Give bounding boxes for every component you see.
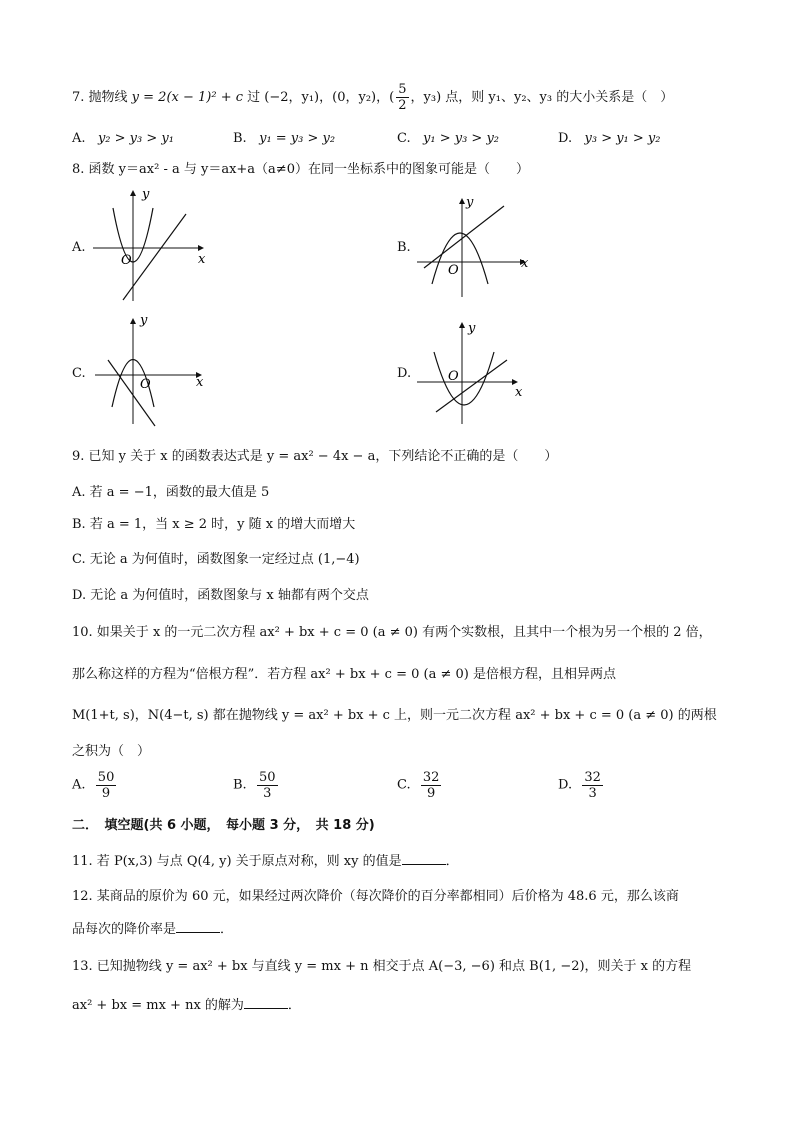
q8-c-y-label: y	[140, 313, 148, 328]
q8-b-origin: O	[448, 263, 459, 278]
q8-graph-d	[412, 318, 542, 428]
q8-label-c: C.	[72, 366, 86, 381]
q11-stem: 11. 若 P(x,3) 与点 Q(4, y) 关于原点对称，则 xy 的值是 ．	[72, 854, 459, 869]
q8-a-origin: O	[121, 253, 132, 268]
q8-d-y-label: y	[468, 321, 476, 336]
q8-d-origin: O	[448, 369, 459, 384]
q12-answer-blank[interactable]	[176, 920, 220, 933]
q8-d-x-label: x	[515, 385, 523, 400]
q12-line2: 品每次的降价率是 ．	[72, 922, 234, 937]
q7-option-b: B. y₁ = y₃ > y₂	[233, 131, 336, 146]
q10-option-c: C. $\frac{32}{9}$	[397, 770, 440, 801]
q8-b-x-label: x	[521, 256, 529, 271]
q7-stem-before: 7. 抛物线	[72, 90, 132, 105]
q11-answer-blank[interactable]	[402, 852, 446, 865]
q7-point2: (0，y₂)	[332, 90, 377, 105]
q13-line1: 13. 已知抛物线 y = ax² + bx 与直线 y = mx + n 相交于点 A(−3, −6) 和点 B(1, −2)，则关于 x 的方程	[72, 959, 692, 974]
q9-option-d: D. 无论 a 为何值时，函数图象与 x 轴都有两个交点	[72, 588, 369, 603]
q8-graph-c	[90, 312, 220, 432]
q8-stem: 8. 函数 y＝ax² - a 与 y＝ax+a（a≠0）在同一坐标系中的图象可能是（ ）	[72, 162, 529, 177]
q8-graph-b	[412, 192, 542, 302]
q8-c-x-label: x	[196, 375, 204, 390]
section-fill-in-title: 二． 填空题(共 6 小题， 每小题 3 分， 共 18 分)	[72, 818, 375, 833]
q7-point3-suffix: ，y₃)	[410, 90, 442, 105]
q8-label-b: B.	[397, 240, 411, 255]
q10-option-d: D. $\frac{32}{3}$	[558, 770, 601, 801]
q13-line2: ax² + bx = mx + nx 的解为 ．	[72, 998, 301, 1013]
q7-option-c: C. y₁ > y₃ > y₂	[397, 131, 500, 146]
q7-stem-mid: 过	[243, 90, 265, 105]
q10-option-b: B. $\frac{50}{3}$	[233, 770, 276, 801]
q10-line3: M(1+t, s)，N(4−t, s) 都在抛物线 y = ax² + bx + c 上，则一元二次方程 ax² + bx + c = 0 (a ≠ 0) 的两根	[72, 708, 717, 723]
q7-equation: y = 2(x − 1)² + c	[131, 90, 243, 105]
q8-a-y-label: y	[142, 187, 150, 202]
q7-point3-prefix: (	[389, 90, 395, 105]
q7-stem-after: 点，则 y₁、y₂、y₃ 的大小关系是（ ）	[441, 90, 674, 105]
q8-graph-a	[88, 186, 218, 306]
q9-option-b: B. 若 a = 1，当 x ≥ 2 时，y 随 x 的增大而增大	[72, 517, 356, 532]
q10-option-a: A. $\frac{50}{9}$	[72, 770, 115, 801]
q7-point1: (−2，y₁)	[264, 90, 320, 105]
q8-label-a: A.	[72, 240, 86, 255]
q7-stem: 7. 抛物线 y = 2(x − 1)² + c 过 (−2，y₁)，(0，y₂)，( $\frac{5}{2}$ ，y₃) 点，则 y₁、y₂、y₃ 的大小关系是（ ）	[72, 82, 674, 113]
q8-label-d: D.	[397, 366, 412, 381]
q9-option-c: C. 无论 a 为何值时，函数图象一定经过点 (1,−4)	[72, 552, 360, 567]
q7-option-a: A. y₂ > y₃ > y₁	[72, 131, 174, 146]
q12-line1: 12. 某商品的原价为 60 元，如果经过两次降价（每次降价的百分率都相同）后价格为 48.6 元，那么该商	[72, 889, 679, 904]
q10-line1: 10. 如果关于 x 的一元二次方程 ax² + bx + c = 0 (a ≠ 0) 有两个实数根，且其中一个根为另一个根的 2 倍，	[72, 625, 712, 640]
q7-option-d: D. y₃ > y₁ > y₂	[558, 131, 661, 146]
q7-point3-fraction: $\frac{5}{2}$	[398, 82, 407, 113]
q13-answer-blank[interactable]	[244, 996, 288, 1009]
q8-c-origin: O	[140, 377, 151, 392]
q8-b-y-label: y	[466, 195, 474, 210]
q9-option-a: A. 若 a = −1，函数的最大值是 5	[72, 485, 270, 500]
q10-line2: 那么称这样的方程为“倍根方程”．若方程 ax² + bx + c = 0 (a ≠ 0) 是倍根方程，且相异两点	[72, 667, 616, 682]
q8-a-x-label: x	[198, 252, 206, 267]
q9-stem: 9. 已知 y 关于 x 的函数表达式是 y = ax² − 4x − a，下列结论不正确的是（ ）	[72, 449, 558, 464]
q10-line4: 之积为（ ）	[72, 744, 151, 759]
